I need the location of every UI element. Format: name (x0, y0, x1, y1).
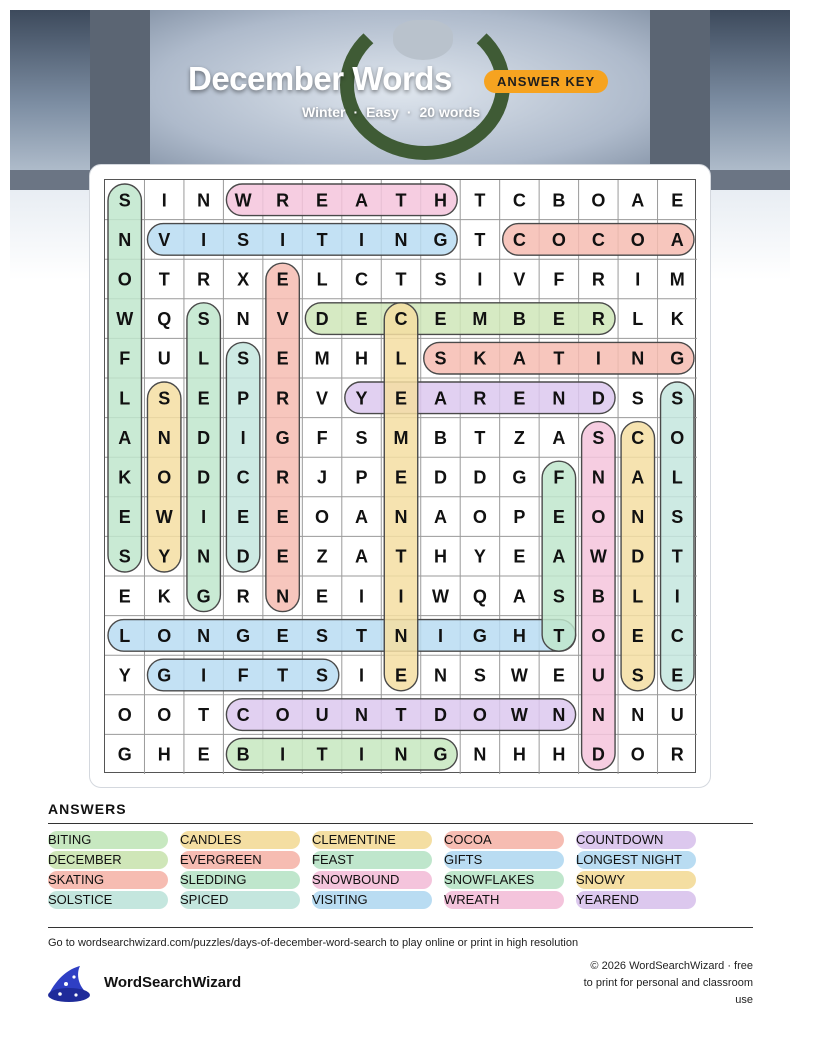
grid-letter: T (474, 190, 486, 211)
grid-letter: U (591, 665, 605, 686)
grid-letter: O (670, 427, 685, 448)
grid-letter: A (670, 229, 684, 250)
grid-letter: L (395, 348, 407, 369)
grid-letter: R (236, 586, 250, 607)
grid-letter: Y (118, 665, 131, 686)
answer-item: SLEDDING (180, 871, 300, 889)
answer-item: SKATING (48, 871, 168, 889)
word-highlight-wreath (226, 184, 457, 216)
grid-letter: W (155, 507, 173, 528)
grid-letter: D (433, 467, 447, 488)
grid-letter: L (316, 269, 328, 290)
grid-letter: S (197, 309, 210, 330)
grid-letter: U (157, 348, 171, 369)
grid-letter: E (197, 744, 210, 765)
grid-letter: L (632, 586, 644, 607)
grid-letter: I (674, 586, 680, 607)
grid-letter: D (591, 744, 605, 765)
answer-item: VISITING (312, 891, 432, 909)
divider (48, 927, 753, 928)
grid-letter: T (158, 269, 170, 290)
grid-letter: H (512, 625, 526, 646)
grid-letter: I (595, 348, 601, 369)
answer-item: WREATH (444, 891, 564, 909)
grid-letter: I (201, 507, 207, 528)
grid-letter: E (316, 190, 329, 211)
grid-letter: E (276, 546, 289, 567)
answer-item: COUNTDOWN (576, 831, 696, 849)
grid-letter: H (552, 744, 566, 765)
grid-letter: N (197, 546, 211, 567)
letter-grid (104, 179, 696, 773)
answer-item: SNOWY (576, 871, 696, 889)
grid-letter: E (434, 309, 447, 330)
grid-letter: E (316, 586, 329, 607)
grid-letter: U (670, 705, 684, 726)
grid-letter: N (552, 705, 566, 726)
grid-letter: N (631, 705, 645, 726)
grid-letter: S (434, 348, 447, 369)
grid-letter: H (433, 546, 447, 567)
grid-letter: T (198, 705, 210, 726)
grid-letter: S (552, 586, 565, 607)
grid-letter: F (237, 665, 249, 686)
grid-letter: E (671, 665, 684, 686)
grid-letter: V (513, 269, 526, 290)
footer-link[interactable]: Go to wordsearchwizard.com/puzzles/days-of-december-word-search to play online or print in high resolution (48, 937, 579, 949)
grid-letter: E (118, 507, 131, 528)
word-highlight-december (305, 303, 615, 335)
grid-letter: N (394, 625, 408, 646)
grid-letter: B (433, 427, 447, 448)
grid-letter: N (552, 388, 566, 409)
grid-letter: E (276, 625, 289, 646)
grid-letter: N (473, 744, 487, 765)
grid-letter: D (236, 546, 250, 567)
grid-letter: H (355, 348, 369, 369)
grid-letter: I (635, 269, 641, 290)
answer-item: DECEMBER (48, 851, 168, 869)
answer-item: SNOWBOUND (312, 871, 432, 889)
grid-letter: Z (316, 546, 328, 567)
grid-letter: N (197, 625, 211, 646)
answer-item: CANDLES (180, 831, 300, 849)
grid-letter: W (589, 546, 607, 567)
word-highlight-spiced (226, 342, 259, 572)
grid-letter: R (276, 388, 290, 409)
grid-letter: N (591, 705, 605, 726)
grid-letter: E (631, 625, 644, 646)
page-title: December Words (188, 60, 452, 97)
grid-letter: A (355, 546, 369, 567)
grid-letter: S (671, 507, 684, 528)
grid-letter: A (512, 586, 526, 607)
grid-letter: T (395, 546, 407, 567)
grid-letter: A (552, 427, 566, 448)
grid-letter: N (591, 467, 605, 488)
grid-letter: N (355, 705, 369, 726)
answer-item: COCOA (444, 831, 564, 849)
grid-letter: N (118, 229, 132, 250)
grid-letter: D (433, 705, 447, 726)
grid-letter: A (118, 427, 132, 448)
grid-letter: K (670, 309, 684, 330)
grid-letter: C (631, 427, 645, 448)
grid-letter: L (671, 467, 683, 488)
answer-item: EVERGREEN (180, 851, 300, 869)
answer-item: BITING (48, 831, 168, 849)
grid-letter: A (355, 190, 369, 211)
grid-letter: H (512, 744, 526, 765)
wizard-hat-icon (46, 964, 92, 1004)
grid-letter: C (236, 705, 250, 726)
word-highlight-visiting (147, 224, 457, 256)
grid-letter: D (631, 546, 645, 567)
grid-letter: A (433, 388, 447, 409)
grid-letter: G (433, 229, 448, 250)
grid-letter: O (591, 625, 606, 646)
grid-letter: P (355, 467, 368, 488)
grid-letter: T (474, 229, 486, 250)
grid-letter: S (158, 388, 171, 409)
grid-letter: N (197, 190, 211, 211)
answer-item: SNOWFLAKES (444, 871, 564, 889)
grid-letter: W (116, 309, 134, 330)
answer-item: CLEMENTINE (312, 831, 432, 849)
bow-illustration (393, 20, 453, 60)
grid-letter: B (591, 586, 605, 607)
grid-letter: Q (472, 586, 487, 607)
grid-svg (105, 180, 697, 774)
answer-item: SPICED (180, 891, 300, 909)
grid-letter: S (316, 625, 329, 646)
grid-letter: T (395, 705, 407, 726)
grid-letter: V (316, 388, 329, 409)
grid-letter: M (314, 348, 330, 369)
grid-letter: S (316, 665, 329, 686)
grid-letter: M (472, 309, 488, 330)
word-highlight-biting (226, 738, 457, 770)
grid-letter: T (671, 546, 683, 567)
grid-letter: Y (158, 546, 171, 567)
grid-letter: O (157, 705, 172, 726)
grid-letter: C (512, 190, 526, 211)
grid-letter: Y (473, 546, 486, 567)
grid-letter: E (118, 586, 131, 607)
grid-letter: C (236, 467, 250, 488)
grid-letter: E (552, 309, 565, 330)
grid-letter: S (355, 427, 368, 448)
meta-separator: · (406, 104, 412, 120)
grid-letter: N (236, 309, 250, 330)
grid-letter: H (433, 190, 447, 211)
grid-letter: G (236, 625, 251, 646)
grid-letter: Q (157, 309, 172, 330)
grid-letter: P (513, 507, 526, 528)
grid-letter: C (591, 229, 605, 250)
grid-letter: N (394, 744, 408, 765)
brand-name: WordSearchWizard (104, 974, 242, 991)
grid-letter: A (355, 507, 369, 528)
answer-item: FEAST (312, 851, 432, 869)
grid-letter: S (118, 190, 131, 211)
grid-letter: R (670, 744, 684, 765)
answer-item: SOLSTICE (48, 891, 168, 909)
grid-letter: R (276, 190, 290, 211)
grid-letter: E (237, 507, 250, 528)
grid-letter: O (591, 507, 606, 528)
grid-letter: C (394, 309, 408, 330)
meta-separator: · (353, 104, 359, 120)
grid-letter: Z (513, 427, 525, 448)
grid-letter: M (393, 427, 409, 448)
grid-letter: O (275, 705, 290, 726)
grid-letter: G (670, 348, 685, 369)
answer-key-badge: ANSWER KEY (484, 70, 608, 93)
answer-item: GIFTS (444, 851, 564, 869)
grid-letter: W (431, 586, 449, 607)
grid-letter: I (280, 229, 286, 250)
grid-letter: E (552, 665, 565, 686)
grid-letter: M (669, 269, 685, 290)
grid-letter: I (161, 190, 167, 211)
grid-letter: V (158, 229, 171, 250)
grid-letter: O (472, 705, 487, 726)
grid-letter: N (631, 507, 645, 528)
grid-letter: B (236, 744, 250, 765)
grid-letter: I (201, 229, 207, 250)
grid-letter: O (630, 229, 645, 250)
grid-letter: I (359, 586, 365, 607)
grid-letter: N (394, 229, 408, 250)
grid-letter: S (434, 269, 447, 290)
grid-letter: C (512, 229, 526, 250)
grid-letter: S (237, 348, 250, 369)
meta-difficulty: Easy (366, 104, 399, 120)
grid-letter: T (395, 190, 407, 211)
grid-letter: D (591, 388, 605, 409)
puzzle-meta (302, 104, 480, 120)
grid-letter: D (315, 309, 329, 330)
grid-letter: E (276, 348, 289, 369)
grid-letter: O (591, 190, 606, 211)
grid-letter: I (398, 586, 404, 607)
grid-letter: T (277, 665, 289, 686)
grid-letter: E (394, 388, 408, 409)
answer-item: YEAREND (576, 891, 696, 909)
grid-letter: U (315, 705, 329, 726)
grid-letter: I (240, 427, 246, 448)
grid-letter: A (433, 507, 447, 528)
grid-letter: O (551, 229, 566, 250)
grid-letter: L (632, 309, 644, 330)
grid-letter: I (201, 665, 207, 686)
grid-letter: F (553, 269, 565, 290)
grid-letter: G (196, 586, 211, 607)
grid-letter: I (359, 229, 365, 250)
grid-letter: B (512, 309, 526, 330)
grid-letter: P (237, 388, 250, 409)
grid-letter: A (552, 546, 566, 567)
grid-letter: W (234, 190, 252, 211)
grid-letter: I (359, 665, 365, 686)
grid-letter: E (276, 507, 289, 528)
grid-letter: O (472, 507, 487, 528)
grid-letter: O (117, 705, 132, 726)
grid-letter: E (671, 190, 684, 211)
grid-letter: E (513, 546, 526, 567)
grid-letter: N (394, 507, 408, 528)
grid-letter: T (395, 269, 407, 290)
grid-letter: T (316, 744, 328, 765)
grid-letter: B (552, 190, 566, 211)
grid-letter: C (355, 269, 369, 290)
grid-letter: O (157, 467, 172, 488)
grid-letter: J (317, 467, 328, 488)
grid-letter: X (237, 269, 250, 290)
grid-letter: F (316, 427, 328, 448)
copyright-text: © 2026 WordSearchWizard · free to print for personal and classroom use (583, 960, 753, 1006)
grid-letter: A (631, 190, 645, 211)
grid-letter: R (473, 388, 487, 409)
grid-letter: G (512, 467, 527, 488)
grid-letter: I (477, 269, 483, 290)
divider (48, 823, 753, 824)
grid-letter: S (631, 665, 644, 686)
grid-letter: G (117, 744, 132, 765)
grid-letter: I (437, 625, 443, 646)
grid-letter: K (473, 348, 487, 369)
grid-letter: E (394, 467, 408, 488)
grid-letter: N (433, 665, 447, 686)
grid-letter: E (276, 269, 289, 290)
grid-letter: E (552, 507, 565, 528)
meta-theme: Winter (302, 104, 346, 120)
grid-letter: O (117, 269, 132, 290)
grid-letter: D (197, 467, 211, 488)
grid-letter: G (275, 427, 290, 448)
grid-letter: R (591, 309, 605, 330)
grid-letter: F (553, 467, 565, 488)
grid-letter: E (355, 309, 368, 330)
answers-heading: ANSWERS (48, 801, 127, 817)
grid-letter: K (118, 467, 132, 488)
grid-letter: S (592, 427, 605, 448)
grid-letter: N (631, 348, 645, 369)
grid-letter: I (359, 744, 365, 765)
grid-letter: W (510, 705, 528, 726)
grid-letter: L (119, 388, 131, 409)
grid-letter: S (237, 229, 250, 250)
grid-letter: H (157, 744, 171, 765)
grid-letter: Y (355, 388, 368, 409)
grid-letter: D (473, 467, 487, 488)
grid-letter: F (119, 348, 131, 369)
grid-letter: O (157, 625, 172, 646)
grid-letter: G (472, 625, 487, 646)
grid-letter: S (671, 388, 684, 409)
grid-letter: V (276, 309, 289, 330)
grid-letter: T (474, 427, 486, 448)
grid-letter: E (394, 665, 408, 686)
grid-letter: L (198, 348, 210, 369)
grid-letter: S (631, 388, 644, 409)
grid-letter: N (157, 427, 171, 448)
grid-letter: K (157, 586, 171, 607)
grid-letter: T (553, 625, 565, 646)
answer-item: LONGEST NIGHT (576, 851, 696, 869)
grid-letter: N (276, 586, 290, 607)
grid-letter: W (510, 665, 528, 686)
grid-letter: E (513, 388, 526, 409)
grid-letter: R (591, 269, 605, 290)
grid-letter: T (316, 229, 328, 250)
grid-letter: G (157, 665, 172, 686)
grid-letter: T (356, 625, 368, 646)
grid-letter: S (118, 546, 131, 567)
window-frame-right (650, 10, 710, 190)
grid-letter: R (197, 269, 211, 290)
grid-letter: C (670, 625, 684, 646)
grid-letter: I (280, 744, 286, 765)
grid-letter: O (630, 744, 645, 765)
grid-letter: S (473, 665, 486, 686)
window-frame-left (90, 10, 150, 190)
grid-letter: D (197, 427, 211, 448)
grid-letter: O (315, 507, 330, 528)
grid-letter: R (276, 467, 290, 488)
grid-letter: E (197, 388, 210, 409)
grid-letter: T (553, 348, 565, 369)
grid-letter: A (512, 348, 526, 369)
word-highlight-longest-night (108, 620, 576, 652)
grid-letter: A (631, 467, 645, 488)
grid-letter: G (433, 744, 448, 765)
meta-word-count: 20 words (419, 104, 481, 120)
grid-letter: L (119, 625, 131, 646)
